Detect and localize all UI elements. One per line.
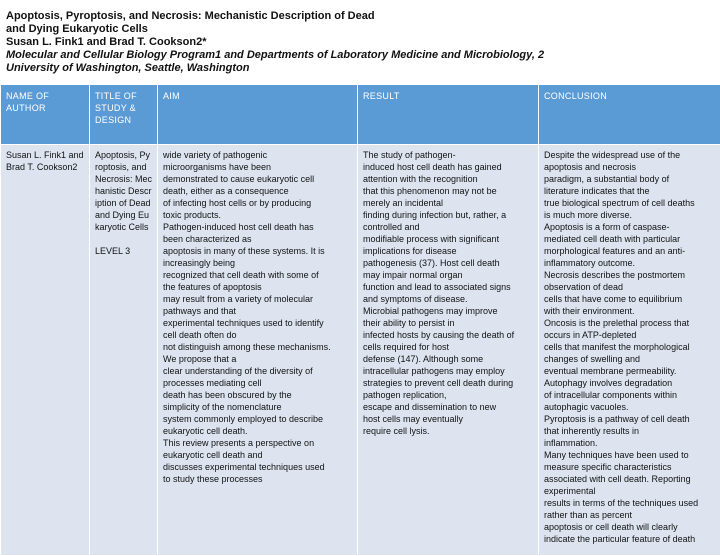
- document-authors: Susan L. Fink1 and Brad T. Cookson2*: [6, 36, 706, 49]
- conclusion-line: occurs in ATP-depleted: [544, 329, 715, 341]
- aim-line: of infecting host cells or by producing: [163, 197, 352, 209]
- conclusion-line: mediated cell death with particular: [544, 233, 715, 245]
- result-line: escape and dissemination to new: [363, 401, 533, 413]
- result-line: their ability to persist in: [363, 317, 533, 329]
- column-header-author: NAME OF AUTHOR: [1, 85, 90, 145]
- conclusion-line: eventual membrane permeability.: [544, 365, 715, 377]
- conclusion-line: inflammatory outcome.: [544, 257, 715, 269]
- conclusion-line: cells that manifest the morphological: [544, 341, 715, 353]
- conclusion-line: autophagic vacuoles.: [544, 401, 715, 413]
- cell-evidence-level: LEVEL 3: [95, 245, 152, 257]
- result-line: pathogenesis (37). Host cell death: [363, 257, 533, 269]
- result-line: defense (147). Although some: [363, 353, 533, 365]
- aim-line: system commonly employed to describe: [163, 413, 352, 425]
- aim-line: experimental techniques used to identify: [163, 317, 352, 329]
- conclusion-line: inflammation.: [544, 437, 715, 449]
- aim-line: eukaryotic cell death and: [163, 449, 352, 461]
- result-line: finding during infection but, rather, a: [363, 209, 533, 221]
- result-lines: [363, 149, 533, 437]
- conclusion-line: Many techniques have been used to: [544, 449, 715, 461]
- result-line: attention with the recognition: [363, 173, 533, 185]
- conclusion-line: with their environment.: [544, 305, 715, 317]
- column-header-aim: AIM: [158, 85, 358, 145]
- aim-line: simplicity of the nomenclature: [163, 401, 352, 413]
- result-line: cells required for host: [363, 341, 533, 353]
- conclusion-line: measure specific characteristics: [544, 461, 715, 473]
- conclusion-line: observation of dead: [544, 281, 715, 293]
- result-line: host cells may eventually: [363, 413, 533, 425]
- conclusion-line: results in terms of the techniques used: [544, 497, 715, 509]
- result-line: require cell lysis.: [363, 425, 533, 437]
- result-line: The study of pathogen-: [363, 149, 533, 161]
- conclusion-line: indicate the particular feature of death: [544, 533, 715, 545]
- cell-author: Susan L. Fink1 and Brad T. Cookson2: [1, 145, 90, 556]
- aim-line: pathways and that: [163, 305, 352, 317]
- result-line: modifiable process with significant: [363, 233, 533, 245]
- column-header-title: TITLE OF STUDY & DESIGN: [90, 85, 158, 145]
- aim-line: the features of apoptosis: [163, 281, 352, 293]
- aim-line: demonstrated to cause eukaryotic cell: [163, 173, 352, 185]
- document-title-line-1: Apoptosis, Pyroptosis, and Necrosis: Mechanistic Description of Dead: [6, 10, 706, 23]
- conclusion-line: of intracellular components within: [544, 389, 715, 401]
- result-line: that this phenomenon may not be: [363, 185, 533, 197]
- aim-line: Pathogen-induced host cell death has: [163, 221, 352, 233]
- aim-line: may result from a variety of molecular: [163, 293, 352, 305]
- table-header-row: [1, 85, 720, 145]
- aim-line: discusses experimental techniques used: [163, 461, 352, 473]
- document-title-line-2: and Dying Eukaryotic Cells: [6, 23, 706, 36]
- aim-line: recognized that cell death with some of: [163, 269, 352, 281]
- aim-line: We propose that a: [163, 353, 352, 365]
- aim-line: This review presents a perspective on: [163, 437, 352, 449]
- literature-review-table: [0, 84, 720, 556]
- aim-line: increasingly being: [163, 257, 352, 269]
- conclusion-line: Despite the widespread use of the: [544, 149, 715, 161]
- aim-line: wide variety of pathogenic: [163, 149, 352, 161]
- conclusion-lines: [544, 149, 715, 545]
- conclusion-line: literature indicates that the: [544, 185, 715, 197]
- document-header: [6, 10, 706, 75]
- aim-line: death has been obscured by the: [163, 389, 352, 401]
- column-header-result: RESULT: [358, 85, 539, 145]
- aim-line: apoptosis in many of these systems. It is: [163, 245, 352, 257]
- aim-line: cell death often do: [163, 329, 352, 341]
- cell-title-text: Apoptosis, Pyroptosis, and Necrosis: Mechanistic Description of Dead and Dying Eukaryotic Cells: [95, 149, 152, 233]
- result-line: function and lead to associated signs: [363, 281, 533, 293]
- conclusion-line: that inherently results in: [544, 425, 715, 437]
- conclusion-line: associated with cell death. Reporting: [544, 473, 715, 485]
- aim-lines: [163, 149, 352, 485]
- conclusion-line: experimental: [544, 485, 715, 497]
- column-header-conclusion: CONCLUSION: [539, 85, 720, 145]
- aim-line: not distinguish among these mechanisms.: [163, 341, 352, 353]
- conclusion-line: apoptosis or cell death will clearly: [544, 521, 715, 533]
- document-affiliation-line-1: Molecular and Cellular Biology Program1 and Departments of Laboratory Medicine and Microbiology, 2: [6, 49, 706, 62]
- aim-line: toxic products.: [163, 209, 352, 221]
- result-line: induced host cell death has gained: [363, 161, 533, 173]
- document-affiliation-line-2: University of Washington, Seattle, Washington: [6, 62, 706, 75]
- aim-line: eukaryotic cell death.: [163, 425, 352, 437]
- result-line: may impair normal organ: [363, 269, 533, 281]
- conclusion-line: Autophagy involves degradation: [544, 377, 715, 389]
- conclusion-line: paradigm, a substantial body of: [544, 173, 715, 185]
- conclusion-line: Pyroptosis is a pathway of cell death: [544, 413, 715, 425]
- result-line: Microbial pathogens may improve: [363, 305, 533, 317]
- conclusion-line: morphological features and an anti-: [544, 245, 715, 257]
- conclusion-line: Oncosis is the prelethal process that: [544, 317, 715, 329]
- conclusion-line: true biological spectrum of cell deaths: [544, 197, 715, 209]
- conclusion-line: Necrosis describes the postmortem: [544, 269, 715, 281]
- aim-line: death, either as a consequence: [163, 185, 352, 197]
- result-line: pathogen replication,: [363, 389, 533, 401]
- conclusion-line: Apoptosis is a form of caspase-: [544, 221, 715, 233]
- aim-line: microorganisms have been: [163, 161, 352, 173]
- conclusion-line: apoptosis and necrosis: [544, 161, 715, 173]
- result-line: implications for disease: [363, 245, 533, 257]
- conclusion-line: rather than as percent: [544, 509, 715, 521]
- cell-conclusion: [539, 145, 720, 556]
- aim-line: processes mediating cell: [163, 377, 352, 389]
- table-row: [1, 145, 720, 556]
- cell-title: [90, 145, 158, 556]
- conclusion-line: is much more diverse.: [544, 209, 715, 221]
- result-line: strategies to prevent cell death during: [363, 377, 533, 389]
- aim-line: clear understanding of the diversity of: [163, 365, 352, 377]
- cell-aim: [158, 145, 358, 556]
- result-line: controlled and: [363, 221, 533, 233]
- result-line: intracellular pathogens may employ: [363, 365, 533, 377]
- cell-result: [358, 145, 539, 556]
- result-line: and symptoms of disease.: [363, 293, 533, 305]
- result-line: infected hosts by causing the death of: [363, 329, 533, 341]
- conclusion-line: changes of swelling and: [544, 353, 715, 365]
- aim-line: been characterized as: [163, 233, 352, 245]
- result-line: merely an incidental: [363, 197, 533, 209]
- conclusion-line: cells that have come to equilibrium: [544, 293, 715, 305]
- aim-line: to study these processes: [163, 473, 352, 485]
